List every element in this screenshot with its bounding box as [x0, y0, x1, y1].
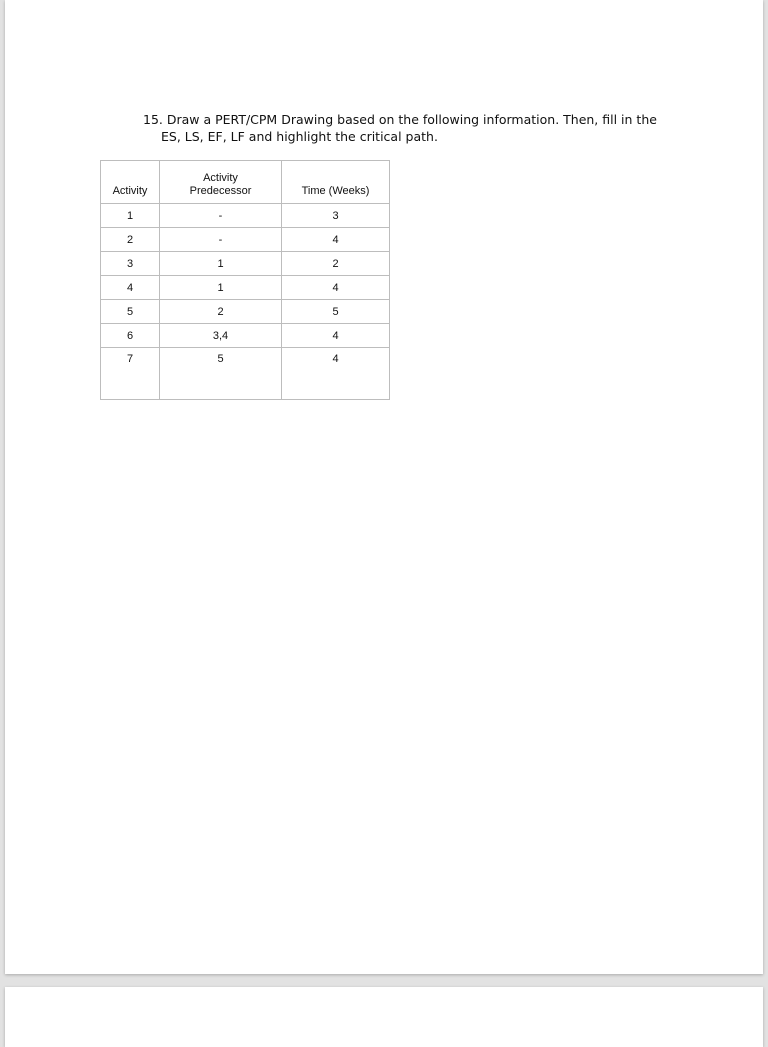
cell-time: 2 — [282, 252, 390, 276]
header-predecessor-line2: Predecessor — [189, 185, 252, 197]
cell-activity: 7 — [101, 348, 160, 400]
cell-predecessor: - — [160, 228, 282, 252]
activity-table — [100, 160, 390, 400]
table-row — [101, 300, 390, 324]
cell-activity: 4 — [101, 276, 160, 300]
cell-time: 4 — [282, 348, 390, 400]
cell-predecessor: 1 — [160, 252, 282, 276]
table-row — [101, 348, 390, 400]
cell-time: 4 — [282, 228, 390, 252]
cell-activity: 3 — [101, 252, 160, 276]
cell-time: 4 — [282, 324, 390, 348]
question-text — [143, 111, 657, 145]
header-predecessor — [160, 161, 282, 204]
document-page-2 — [5, 987, 763, 1047]
header-time: Time (Weeks) — [282, 161, 390, 204]
header-predecessor-line1: Activity — [203, 172, 238, 184]
cell-time: 3 — [282, 204, 390, 228]
document-page-1 — [5, 0, 763, 974]
table-row — [101, 228, 390, 252]
cell-predecessor: 5 — [160, 348, 282, 400]
cell-activity: 5 — [101, 300, 160, 324]
header-activity: Activity — [101, 161, 160, 204]
table-row — [101, 204, 390, 228]
table-row — [101, 252, 390, 276]
cell-activity: 1 — [101, 204, 160, 228]
cell-time: 4 — [282, 276, 390, 300]
question-line-2: ES, LS, EF, LF and highlight the critical path. — [161, 129, 438, 144]
cell-activity: 2 — [101, 228, 160, 252]
cell-predecessor: 3,4 — [160, 324, 282, 348]
cell-predecessor: 1 — [160, 276, 282, 300]
table-row — [101, 324, 390, 348]
cell-activity: 6 — [101, 324, 160, 348]
table-row — [101, 276, 390, 300]
question-line-1: 15. Draw a PERT/CPM Drawing based on the following information. Then, fill in the — [143, 112, 657, 127]
cell-time: 5 — [282, 300, 390, 324]
cell-predecessor: - — [160, 204, 282, 228]
table-header-row — [101, 161, 390, 204]
cell-predecessor: 2 — [160, 300, 282, 324]
